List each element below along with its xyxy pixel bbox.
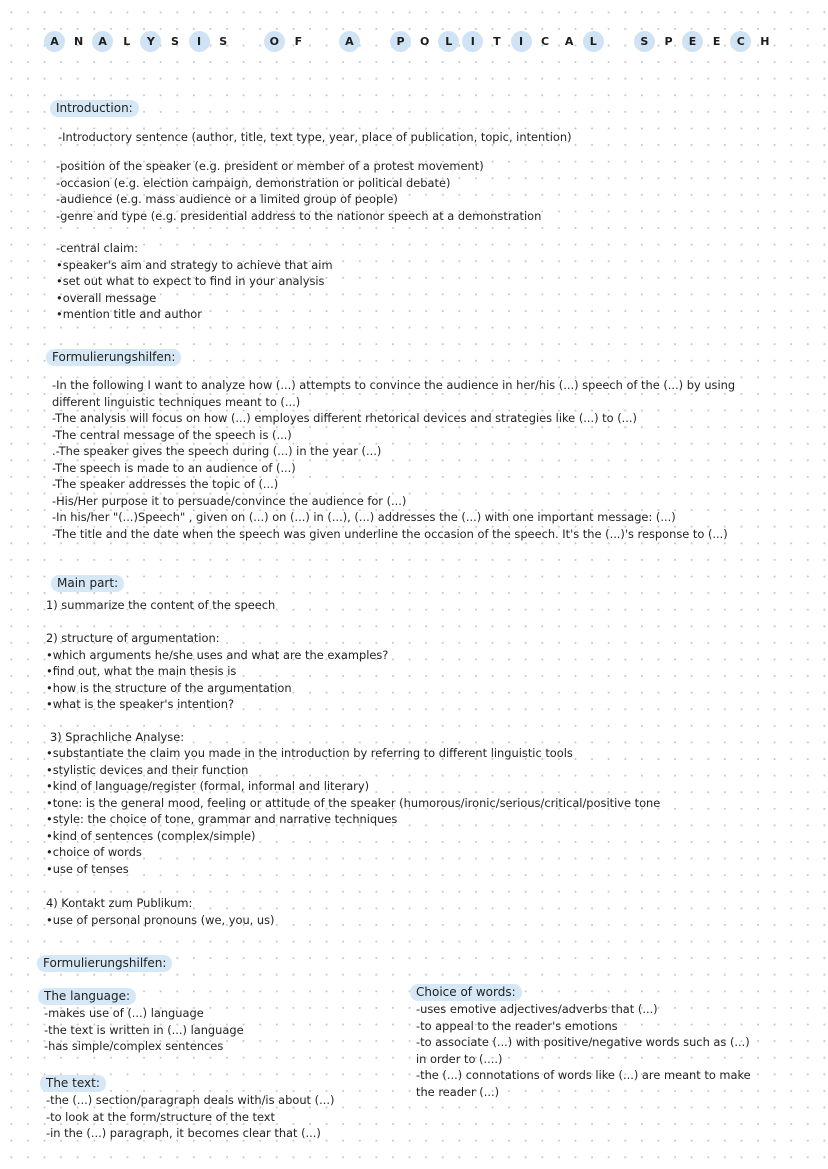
list-item: •substantiate the claim you made in the introduction by referring to different linguistic tools bbox=[46, 746, 573, 760]
list-item: •use of personal pronouns (we, you, us) bbox=[46, 912, 275, 927]
page-title bbox=[44, 31, 778, 52]
list-item: -audience (e.g. mass audience or a limited group of people) bbox=[56, 192, 398, 206]
title-letter: S bbox=[634, 31, 655, 52]
title-letter: P bbox=[390, 31, 411, 52]
title-letter: I bbox=[462, 31, 483, 52]
list-item: -has simple/complex sentences bbox=[44, 1039, 224, 1053]
list-item: -The speaker addresses the topic of (...) bbox=[52, 477, 279, 491]
intro-sentence: -Introductory sentence (author, title, text type, year, place of publication, topic, intention) bbox=[58, 130, 572, 144]
list-item: -to look at the form/structure of the text bbox=[46, 1109, 275, 1124]
formulierungshilfen-heading: Formulierungshilfen: bbox=[37, 955, 172, 972]
title-letter: L bbox=[438, 31, 459, 52]
main-part-heading: Main part: bbox=[51, 575, 124, 592]
list-item: -makes use of (...) language bbox=[44, 1006, 204, 1020]
language-heading: The language: bbox=[38, 988, 136, 1005]
title-letter: L bbox=[583, 31, 604, 52]
intro-points bbox=[56, 158, 541, 224]
title-letter: A bbox=[339, 31, 360, 52]
list-item: •how is the structure of the argumentation bbox=[46, 680, 292, 695]
list-item: •mention title and author bbox=[56, 307, 202, 321]
list-item: -uses emotive adjectives/adverbs that (...) bbox=[416, 1002, 658, 1016]
list-item: -In his/her "(...)Speech" , given on (...) on (...) in (...), (...) addresses the (...) with one important message: (...) bbox=[52, 510, 676, 524]
list-item: •kind of sentences (complex/simple) bbox=[46, 828, 256, 843]
analysis-section bbox=[46, 745, 660, 877]
list-item: -The analysis will focus on how (...) employes different rhetorical devices and strategies like (...) to (...) bbox=[52, 411, 637, 425]
list-item: -The central message of the speech is (...) bbox=[52, 427, 292, 442]
claim-title: -central claim: bbox=[56, 241, 139, 255]
choice-of-words-list bbox=[416, 1001, 751, 1100]
title-letter: T bbox=[493, 35, 501, 48]
title-letter: I bbox=[189, 31, 210, 52]
list-item: •speaker's aim and strategy to achieve that aim bbox=[56, 257, 333, 272]
title-letter: S bbox=[219, 35, 228, 48]
title-letter: A bbox=[564, 35, 574, 48]
text-heading: The text: bbox=[40, 1075, 106, 1092]
list-item: •overall message bbox=[56, 290, 157, 305]
list-item: •choice of words bbox=[46, 845, 142, 859]
choice-of-words-heading: Choice of words: bbox=[410, 984, 522, 1001]
title-letter: L bbox=[123, 35, 131, 48]
list-item: in order to (....) bbox=[416, 1051, 503, 1066]
list-item: -The title and the date when the speech was given underline the occasion of the speech. It's the (...)'s response to (...) bbox=[52, 526, 728, 541]
list-item: -In the following I want to analyze how (...) attempts to convince the audience in her/his (...) speech of the (...) by using bbox=[52, 378, 736, 392]
central-claim bbox=[56, 240, 333, 323]
formulierungshilfen-heading: Formulierungshilfen: bbox=[46, 349, 181, 366]
title-letter: C bbox=[730, 31, 751, 52]
formulierungshilfen-list bbox=[52, 377, 735, 542]
title-letter: P bbox=[664, 35, 673, 48]
title-letter: E bbox=[682, 31, 703, 52]
list-item: -The speech is made to an audience of (...) bbox=[52, 460, 296, 475]
list-item: -the (...) connotations of words like (...) are meant to make bbox=[416, 1068, 751, 1082]
list-item: -genre and type (e.g. presidential address to the nationor speech at a demonstration bbox=[56, 208, 542, 223]
title-letter: F bbox=[294, 35, 303, 48]
list-item: -to associate (...) with positive/negative words such as (...) bbox=[416, 1035, 750, 1049]
summary-item: 1) summarize the content of the speech bbox=[46, 598, 276, 612]
list-item: the reader (...) bbox=[416, 1084, 500, 1099]
list-item: •stylistic devices and their function bbox=[46, 762, 249, 777]
text-list bbox=[46, 1092, 334, 1142]
list-item: -His/Her purpose it to persuade/convince the audience for (...) bbox=[52, 493, 407, 508]
list-item: -occasion (e.g. election campaign, demonstration or political debate) bbox=[56, 175, 451, 190]
introduction-heading: Introduction: bbox=[50, 100, 139, 117]
list-item: .-The speaker gives the speech during (...) in the year (...) bbox=[52, 444, 382, 458]
list-item: •which arguments he/she uses and what are the examples? bbox=[46, 647, 389, 662]
list-item: -position of the speaker (e.g. president or member of a protest movement) bbox=[56, 159, 484, 173]
list-item: -in the (...) paragraph, it becomes clear that (...) bbox=[46, 1126, 321, 1140]
title-letter: A bbox=[44, 31, 65, 52]
list-item: •set out what to expect to find in your analysis bbox=[56, 274, 325, 288]
list-item: different linguistic techniques meant to (...) bbox=[52, 394, 301, 409]
list-item: •use of tenses bbox=[46, 861, 129, 876]
list-item: •what is the speaker's intention? bbox=[46, 697, 235, 711]
title-letter: C bbox=[541, 35, 550, 48]
title-letter: O bbox=[264, 31, 285, 52]
analysis-title: 3) Sprachliche Analyse: bbox=[50, 730, 185, 744]
title-letter: A bbox=[92, 31, 113, 52]
title-letter: E bbox=[712, 35, 721, 48]
list-item: •kind of language/register (formal, informal and literary) bbox=[46, 779, 370, 793]
list-item: -to appeal to the reader's emotions bbox=[416, 1018, 618, 1033]
title-letter: H bbox=[760, 35, 770, 48]
contact-title: 4) Kontakt zum Publikum: bbox=[46, 896, 193, 910]
structure-title: 2) structure of argumentation: bbox=[46, 631, 220, 645]
contact-section bbox=[46, 895, 275, 928]
title-letter: Y bbox=[140, 31, 161, 52]
title-letter: N bbox=[73, 35, 84, 48]
list-item: •style: the choice of tone, grammar and narrative techniques bbox=[46, 812, 398, 826]
language-list bbox=[44, 1005, 244, 1055]
list-item: •tone: is the general mood, feeling or attitude of the speaker (humorous/ironic/serious/critical/positive tone bbox=[46, 795, 661, 810]
title-letter: O bbox=[419, 35, 430, 48]
list-item: •find out, what the main thesis is bbox=[46, 664, 237, 678]
structure-section bbox=[46, 630, 388, 713]
list-item: -the text is written in (...) language bbox=[44, 1022, 244, 1037]
list-item: -the (...) section/paragraph deals with/is about (...) bbox=[46, 1093, 335, 1107]
title-letter: S bbox=[171, 35, 179, 48]
title-letter: I bbox=[511, 31, 532, 52]
